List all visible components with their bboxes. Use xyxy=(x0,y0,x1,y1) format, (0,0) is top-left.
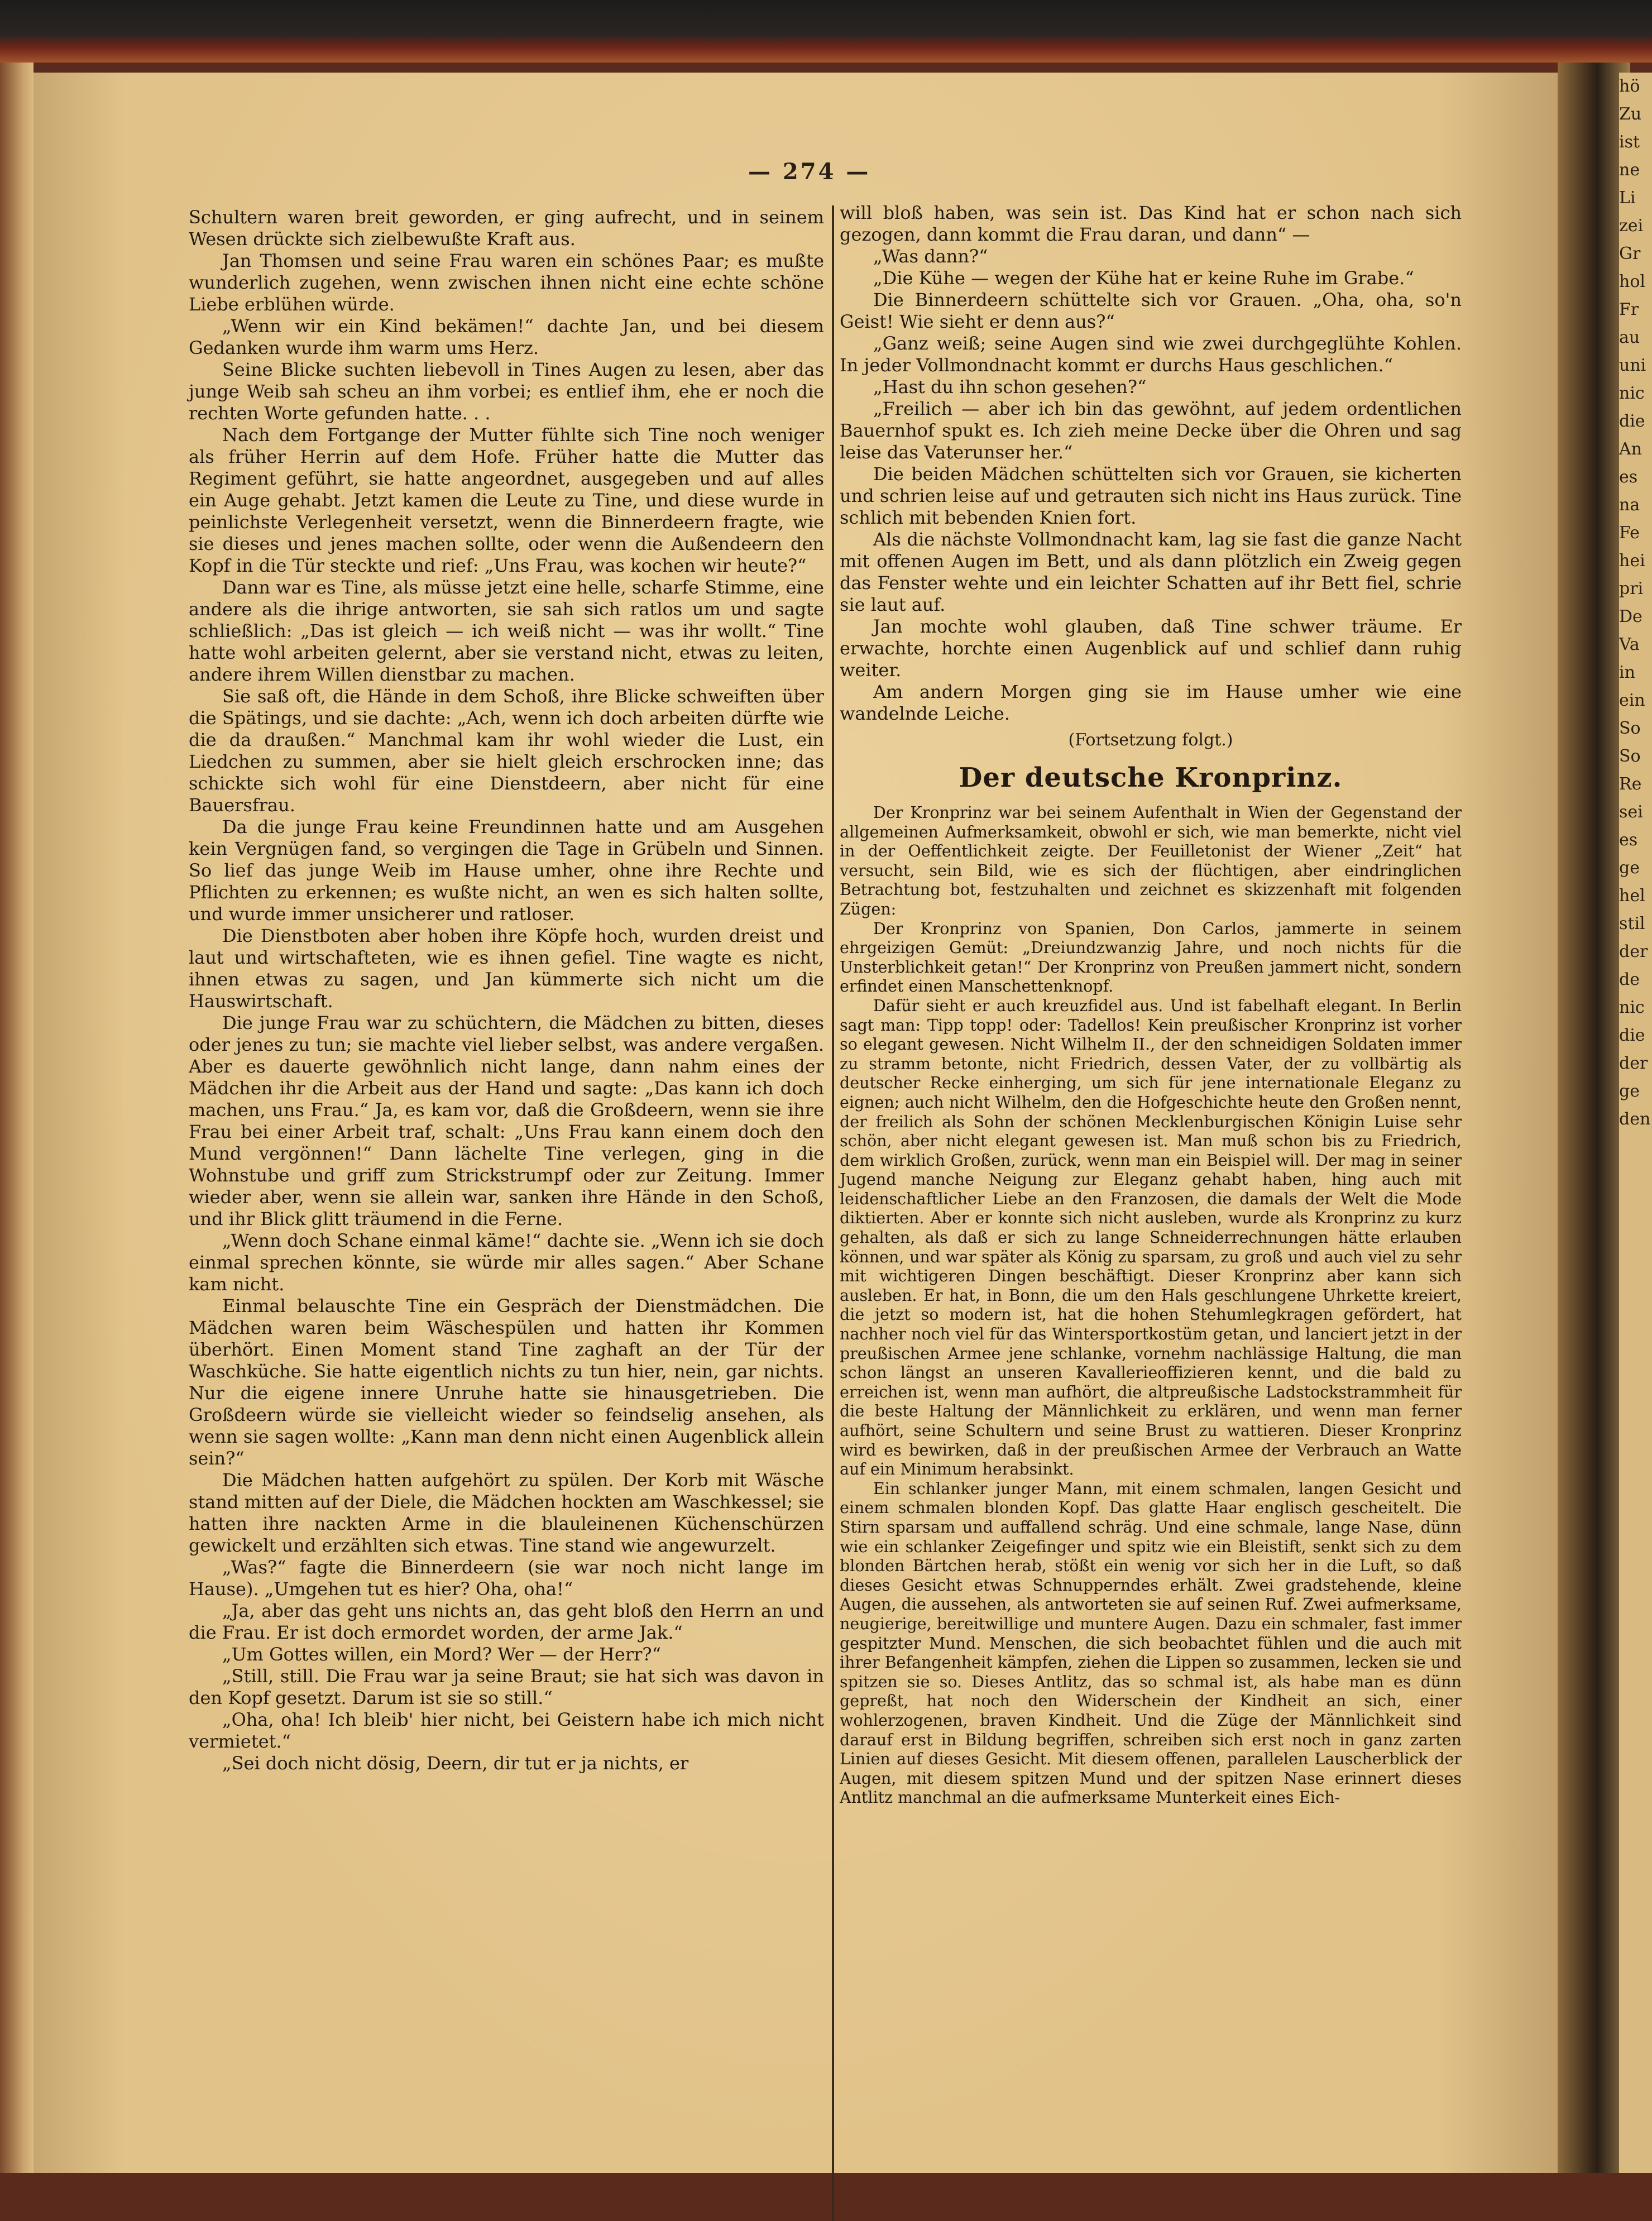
paragraph: Dann war es Tine, als müsse jetzt eine helle, scharfe Stimme, eine andere als die ihrige antworten, sie sah sich ratlos um und sagte schließlich: „Das ist gleich — ich weiß nicht — was ihr wollt.“ Tine hatte wohl arbeiten gelernt, aber sie verstand nicht, etwas zu leiten, andere ihrem Willen dienstbar zu machen. xyxy=(189,577,824,685)
scanner-top-band xyxy=(0,0,1652,63)
next-page-fragment: sei xyxy=(1619,802,1643,822)
paragraph: „Ja, aber das geht uns nichts an, das geht bloß den Herrn an und die Frau. Er ist doch ermordet worden, der arme Jak.“ xyxy=(189,1600,824,1643)
next-page-fragment: au xyxy=(1619,328,1640,347)
paragraph: „Wenn wir ein Kind bekämen!“ dachte Jan, und bei diesem Gedanken wurde ihm warm ums Herz. xyxy=(189,315,824,358)
next-page-fragment: es xyxy=(1619,467,1638,487)
paragraph: „Um Gottes willen, ein Mord? Wer — der Herr?“ xyxy=(222,1644,661,1665)
paragraph: Da die junge Frau keine Freundinnen hatte und am Ausgehen kein Vergnügen fand, so vergingen die Tage in Grübeln und Sinnen. So lief das junge Weib im Hause umher, ohne ihre Rechte und Pflichten zu erkennen; es wußte nicht, an wen es sich halten sollte, und wurde immer unsicherer und ratloser. xyxy=(189,816,824,925)
paragraph: „Hast du ihn schon gesehen?“ xyxy=(873,376,1147,398)
paragraph: „Oha, oha! Ich bleib' hier nicht, bei Geistern habe ich mich nicht vermietet.“ xyxy=(189,1709,824,1752)
next-page-fragment: ne xyxy=(1619,160,1640,180)
next-page-fragment: uni xyxy=(1619,356,1646,375)
continuation-note: (Fortsetzung folgt.) xyxy=(1068,730,1233,750)
next-page-fragment: hei xyxy=(1619,551,1645,571)
article-body xyxy=(840,803,1462,1808)
next-page-fragment: de xyxy=(1619,970,1640,989)
paragraph: Sie saß oft, die Hände in dem Schoß, ihre Blicke schweiften über die Spätings, und sie dachte: „Ach, wenn ich doch arbeiten dürfte wie die da draußen.“ Manchmal kam ihr wohl wieder die Lust, ein Liedchen zu summen, aber sie hielt gleich erschrocken inne; das schickte sich wohl für eine Dienstdeern, aber nicht für eine Bauersfrau. xyxy=(189,686,824,816)
next-page-fragment: hö xyxy=(1619,76,1640,96)
next-page-fragment: Zu xyxy=(1619,104,1642,124)
next-page-fragment: zei xyxy=(1619,216,1644,236)
next-page-fragment: Li xyxy=(1619,188,1636,208)
paragraph: Als die nächste Vollmondnacht kam, lag sie fast die ganze Nacht mit offenen Augen im Bett, und als dann plötzlich ein Zweig gegen das Fenster wehte und ein leichter Schatten auf ihr Bett fiel, schrie sie laut auf. xyxy=(840,529,1462,615)
next-page-fragment: pri xyxy=(1619,579,1644,599)
next-page-fragment: stil xyxy=(1619,914,1645,934)
next-page-fragment: Re xyxy=(1619,774,1642,794)
next-page-fragment: der xyxy=(1619,942,1648,961)
article-title: Der deutsche Kronprinz. xyxy=(959,762,1343,793)
next-page-fragment: Fe xyxy=(1619,523,1640,543)
right-column xyxy=(840,202,1462,1808)
paragraph: Die Dienstboten aber hoben ihre Köpfe hoch, wurden dreist und laut und wirtschafteten, wie es ihnen gefiel. Tine wagte es nicht, ihnen etwas zu sagen, und Jan kümmerte sich nicht um die Hauswirtschaft. xyxy=(189,925,824,1012)
next-page-fragment: Va xyxy=(1619,635,1640,654)
next-page-fragment: der xyxy=(1619,1054,1648,1073)
paragraph: Seine Blicke suchten liebevoll in Tines Augen zu lesen, aber das junge Weib sah scheu an ihm vorbei; es entlief ihm, ehe er noch die rechten Worte gefunden hatte. . . xyxy=(189,359,824,424)
next-page-fragment: die xyxy=(1619,411,1645,431)
paragraph: Schultern waren breit geworden, er ging aufrecht, und in seinem Wesen drückte sich zielbewußte Kraft aus. xyxy=(189,207,824,250)
paragraph: Einmal belauschte Tine ein Gespräch der Dienstmädchen. Die Mädchen waren beim Wäschespülen und hatten ihr Kommen überhört. Einen Moment stand Tine zaghaft an der Tür der Waschküche. Sie hatte eigentlich nichts zu tun hier, nein, gar nichts. Nur die eigene innere Unruhe hatte sie hinausgetrieben. Die Großdeern würde sie vielleicht wieder so feindselig ansehen, als wenn sie sagen wollte: „Kann man denn nicht einen Augenblick allein sein?“ xyxy=(189,1295,824,1469)
next-page-fragment: Fr xyxy=(1619,300,1639,319)
paragraph: „Freilich — aber ich bin das gewöhnt, auf jedem ordentlichen Bauernhof spukt es. Ich zieh meine Decke über die Ohren und sag leise das Vaterunser her.“ xyxy=(840,398,1462,463)
next-page-fragment: ein xyxy=(1619,691,1645,710)
article-paragraph: Dafür sieht er auch kreuzfidel aus. Und ist fabelhaft elegant. In Berlin sagt man: Tipp topp! oder: Tadellos! Kein preußischer Kronprinz ist vorher so elegant gewesen. Nicht Wilhelm II., der den schneidigen Soldaten immer zu stramm betonte, nicht Friedrich, dessen Vater, der zu vollbärtig als deutscher Recke einherging, um sich für jene internationale Eleganz zu eignen; auch nicht Wilhelm, den die Hofgeschichte heute den Großen nennt, der freilich als Sohn der schönen Mecklenburgischen Königin Luise sehr schön, aber nicht elegant gewesen ist. Man muß schon bis zu Friedrich, dem wirklich Großen, zurück, wenn man ein Beispiel will. Der mag in seiner Jugend manche Neigung zur Eleganz gehabt haben, hing auch mit leidenschaftlicher Liebe an den Franzosen, die damals der Welt die Mode diktierten. Aber er konnte sich nicht ausleben, wurde als Kronprinz zu kurz gehalten, als daß er sich zu lange Schneiderrechnungen hätte erlauben können, und war später als König zu sparsam, zu groß und auch viel zu sehr mit wichtigeren Dingen beschäftigt. Dieser Kronprinz aber kann sich ausleben. Er hat, in Bonn, die um den Hals geschlungene Uhrkette kreiert, die jetzt so modern ist, hat die hohen Stehumlegkragen gefördert, hat nachher noch viel für das Wintersportkostüm getan, und lanciert jetzt in der preußischen Armee jene schlanke, vornehm nachlässige Haltung, die man schon längst an unseren Kavallerieoffizieren kennt, und die bald zu erreichen ist, wenn man aufhört, die altpreußische Ladstockstrammheit für die beste Haltung der Männlichkeit zu erklären, und wenn man ferner aufhört, seine Schultern und seine Brust zu wattieren. Dieser Kronprinz wird es bewirken, daß in der preußischen Armee der Verbrauch an Watte auf ein Minimum herabsinkt. xyxy=(840,996,1462,1479)
next-page-fragment: Gr xyxy=(1619,244,1641,264)
article-paragraph: Ein schlanker junger Mann, mit einem schmalen, langen Gesicht und einem schmalen blonden Kopf. Das glatte Haar englisch gescheitelt. Die Stirn sparsam und auffallend schräg. Und eine schmale, lange Nase, dünn wie ein schlanker Zeigefinger und spitz wie ein Bleistift, senkt sich zu dem blonden Bärtchen herab, stößt ein wenig vor sich her in die Luft, so daß dieses Gesicht etwas Schnupperndes erhält. Zwei gradstehende, kleine Augen, die aussehen, als antworteten sie auf seinen Ruf. Zwei aufmerksame, neugierige, bereitwillige und muntere Augen. Dazu ein schmaler, fast immer gespitzter Mund. Menschen, die sich beobachtet fühlen und die auch mit ihrer Befangenheit kämpfen, ziehen die Lippen so zusammen, lecken sie und spitzen sie so. Dieses Antlitz, das so schmal ist, als habe man es dünn gepreßt, hat noch den Widerschein der Kindheit an sich, einer wohlerzogenen, braven Kindheit. Und die Züge der Männlichkeit sind darauf erst in Bildung begriffen, schreiben sich erst noch in ganz zarten Linien auf dieses Gesicht. Mit diesem offenen, parallelen Lauscherblick der Augen, mit diesem spitzen Mund und der spitzen Nase erinnert dieses Antlitz manchmal an die aufmerksame Munterkeit eines Eich- xyxy=(840,1479,1462,1807)
paragraph: Die junge Frau war zu schüchtern, die Mädchen zu bitten, dieses oder jenes zu tun; sie machte viel lieber selbst, was andere vergaßen. Aber es dauerte gewöhnlich nicht lange, dann nahm eines der Mädchen ihr die Arbeit aus der Hand und sagte: „Das kann ich doch machen, uns Frau.“ Ja, es kam vor, daß die Großdeern, wenn sie ihre Frau bei einer Arbeit traf, schalt: „Uns Frau kann einem doch den Mund vergönnen!“ Dann lächelte Tine verlegen, ging in die Wohnstube und griff zum Strickstrumpf oder zur Zeitung. Immer wieder aber, wenn sie allein war, sanken ihre Hände in den Schoß, und ihr Blick glitt träumend in die Ferne. xyxy=(189,1012,824,1229)
paragraph: Jan Thomsen und seine Frau waren ein schönes Paar; es mußte wunderlich zugehen, wenn zwischen ihnen nicht eine echte schöne Liebe erblühen würde. xyxy=(189,250,824,315)
next-page-fragment: nic xyxy=(1619,384,1645,403)
paragraph: „Still, still. Die Frau war ja seine Braut; sie hat sich was davon in den Kopf gesetzt. Darum ist sie so still.“ xyxy=(189,1665,824,1708)
next-page-fragment: So xyxy=(1619,719,1641,738)
paragraph: „Wenn doch Schane einmal käme!“ dachte sie. „Wenn ich sie doch einmal sprechen könnte, sie würde mir alles sagen.“ Aber Schane kam nicht. xyxy=(189,1230,824,1295)
next-page-fragment: ist xyxy=(1619,132,1640,152)
next-page-fragment: An xyxy=(1619,439,1642,459)
paragraph: „Was dann?“ xyxy=(873,246,988,267)
next-page-fragment: De xyxy=(1619,607,1643,626)
next-page-fragment: in xyxy=(1619,663,1635,682)
paragraph: Die Binnerdeern schüttelte sich vor Grauen. „Oha, oha, so'n Geist! Wie sieht er denn aus?“ xyxy=(840,289,1462,332)
paragraph: will bloß haben, was sein ist. Das Kind hat er schon nach sich gezogen, dann kommt die Frau daran, und dann“ — xyxy=(840,202,1462,245)
next-page-fragment: den xyxy=(1619,1109,1651,1129)
paragraph: Nach dem Fortgange der Mutter fühlte sich Tine noch weniger als früher Herrin auf dem Hofe. Früher hatte die Mutter das Regiment geführt, sie hatte angeordnet, ausgegeben und auf alles ein Auge gehabt. Jetzt kamen die Leute zu Tine, und diese wurde in peinlichste Verlegenheit versetzt, wenn die Binnerdeern fragte, wie sie dieses und jenes machen sollte, oder wenn die Außendeern den Kopf in die Tür steckte und rief: „Uns Frau, was kochen wir heute?“ xyxy=(189,424,824,576)
next-page-fragment: ge xyxy=(1619,1081,1640,1101)
article-paragraph: Der Kronprinz von Spanien, Don Carlos, jammerte in seinem ehrgeizigen Gemüt: „Dreiundzwanzig Jahre, und noch nichts für die Unsterblichkeit getan!“ Der Kronprinz von Preußen jammert nicht, sondern erfindet einen Manschettenknopf. xyxy=(840,919,1462,996)
next-page-fragment: na xyxy=(1619,495,1640,515)
next-page-edge xyxy=(1619,73,1652,2173)
next-page-fragment: ge xyxy=(1619,858,1640,878)
paragraph: „Die Kühe — wegen der Kühe hat er keine Ruhe im Grabe.“ xyxy=(873,267,1414,289)
paragraph: Jan mochte wohl glauben, daß Tine schwer träume. Er erwachte, horchte einen Augenblick auf und schlief dann ruhig weiter. xyxy=(840,616,1462,681)
next-page-fragment: So xyxy=(1619,746,1641,766)
page-number: — 274 — xyxy=(748,159,871,185)
paragraph: Die beiden Mädchen schüttelten sich vor Grauen, sie kicherten und schrien leise auf und getrauten sich nicht ins Haus zurück. Tine schlich mit bebenden Knien fort. xyxy=(840,463,1462,528)
next-page-fragment: hel xyxy=(1619,886,1645,906)
paragraph: „Was?“ fagte die Binnerdeern (sie war noch nicht lange im Hause). „Umgehen tut es hier? Oha, oha!“ xyxy=(189,1557,824,1600)
story-continuation xyxy=(840,202,1462,725)
book-spine-edge xyxy=(0,63,33,2173)
column-divider xyxy=(832,205,834,2221)
paragraph: „Ganz weiß; seine Augen sind wie zwei durchgeglühte Kohlen. In jeder Vollmondnacht kommt er durchs Haus geschlichen.“ xyxy=(840,333,1462,376)
next-page-fragment: nic xyxy=(1619,998,1645,1017)
left-column xyxy=(189,207,824,1774)
next-page-fragment: hol xyxy=(1619,272,1645,291)
article-paragraph: Der Kronprinz war bei seinem Aufenthalt in Wien der Gegenstand der allgemeinen Aufmerksamkeit, obwohl er sich, wie man bemerkte, nicht viel in der Oeffentlichkeit zeigte. Der Feuilletonist der Wiener „Zeit“ hat versucht, sein Bild, wie es sich der flüchtigen, aber eindringlichen Betrachtung bot, festzuhalten und zeichnet es skizzenhaft mit folgenden Zügen: xyxy=(840,803,1462,918)
paragraph: Die Mädchen hatten aufgehört zu spülen. Der Korb mit Wäsche stand mitten auf der Diele, die Mädchen hockten am Waschkessel; sie hatten ihre nackten Arme in die blauleinenen Küchenschürzen gewickelt und erzählten sich etwas. Tine stand wie angewurzelt. xyxy=(189,1470,824,1556)
paragraph: „Sei doch nicht dösig, Deern, dir tut er ja nichts, er xyxy=(222,1753,689,1774)
paragraph: Am andern Morgen ging sie im Hause umher wie eine wandelnde Leiche. xyxy=(840,681,1462,724)
next-page-fragment: die xyxy=(1619,1026,1645,1045)
next-page-fragment: es xyxy=(1619,830,1638,850)
